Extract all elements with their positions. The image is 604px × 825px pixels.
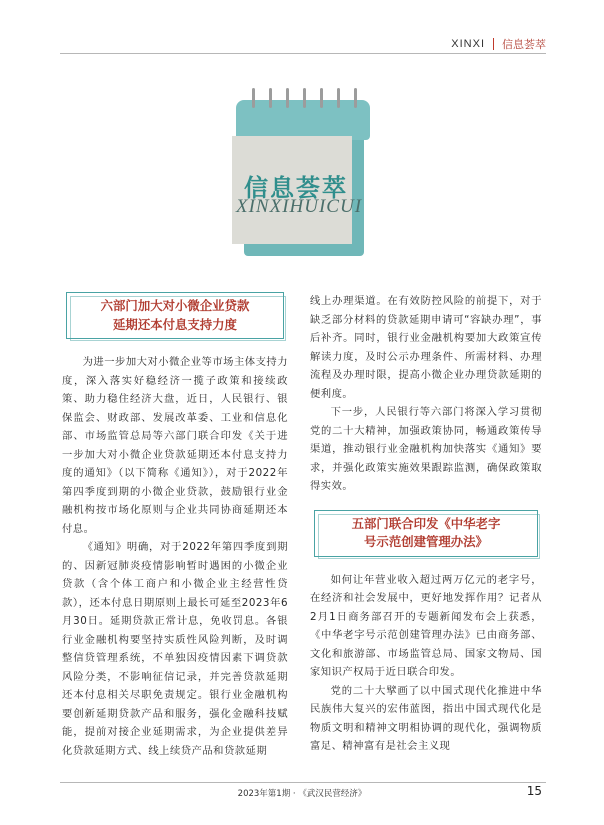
binder-ring-icon [269,88,272,108]
page-number: 15 [526,784,542,798]
article2-title-line1: 五部门联合印发《中华老字 [351,515,501,531]
binder-ring-icon [286,88,289,108]
right-column [310,292,542,756]
section-label-cn: 信息荟萃 [502,38,546,51]
banner-subtitle: XINXIHUICUI [236,196,363,217]
article1-paragraph-4: 下一步，人民银行等六部门将深入学习贯彻党的二十大精神，加强政策协同，畅通政策传导渠道，推动银行业金融机构加快落实《通知》要求，并强化政策实施效果跟踪监测，确保政策取得实效。 [310,406,542,492]
article1-paragraph-3: 线上办理渠道。在有效防控风险的前提下，对于缺乏部分材料的贷款延期申请可“容缺办理”，事后补齐。同时，银行业金融机构要加大政策宣传解读力度，及时公示办理条件、所需材料、办理流程及办理时限，提高小微企业办理贷款延期的便利度。 [310,295,542,400]
article1-title-line1: 六部门加大对小微企业贷款 [100,298,250,313]
article1-paragraph-1: 为进一步加大对小微企业等市场主体支持力度，深入落实好稳经济一揽子政策和接续政策、助力稳住经济大盘，近日，人民银行、银保监会、财政部、发展改革委、工业和信息化部、市场监管总局等六部门联合印发《关于进一步加大对小微企业贷款延期还本付息支持力度的通知》（以下简称《通知》），对于2022年第四季度到期的小微企业贷款，鼓励银行业金融机构按市场化原则与企业共同协商延期还本付息。 [62,356,288,535]
article1-title [66,292,284,339]
binder-ring-icon [320,88,323,108]
page-header [451,36,546,52]
article2-paragraph-1: 如何让年营业收入超过两万亿元的老字号，在经济和社会发展中，更好地发挥作用？记者从2月1日商务部召开的专题新闻发布会上获悉，《中华老字号示范创建管理办法》已由商务部、文化和旅游部、市场监管总局、国家文物局、国家知识产权局于近日联合印发。 [310,573,542,678]
header-rule [60,53,546,54]
left-column [62,292,288,760]
banner-title: 信息荟萃 [244,174,348,202]
binder-ring-icon [252,88,255,108]
section-label-en: XINXI [451,38,485,50]
footer-rule [60,782,546,783]
header-divider [493,38,494,50]
article2-paragraph-2: 党的二十大擘画了以中国式现代化推进中华民族伟大复兴的宏伟蓝图，指出中国式现代化是物质文明和精神文明相协调的现代化，强调物质富足、精神富有是社会主义现 [310,684,542,752]
article2-title-line2: 号示范创建管理办法》 [364,534,488,549]
article1-paragraph-2: 《通知》明确，对于2022年第四季度到期的、因新冠肺炎疫情影响暂时遇困的小微企业贷款（含个体工商户和小微企业主经营性贷款），还本付息日期原则上最长可延至2023年6月30日。延期贷款正常计息，免收罚息。各银行业金融机构要坚持实质性风险判断，及时调整信贷管理系统，不单独因疫情因素下调贷款风险分类，不影响征信记录，并完善贷款延期还本付息相关尽职免责规定。银行业金融机构要创新延期贷款产品和服务，强化金融科技赋能，提前对接企业延期需求，为企业提供差异化贷款延期方式、线上续贷产品和贷款延期 [62,541,288,757]
footer-issue: 2023年第1期 · 《武汉民营经济》 [237,789,367,799]
article2-title [314,510,538,557]
binder-rings [252,88,357,108]
section-banner [236,88,370,263]
binder-ring-icon [354,88,357,108]
binder-ring-icon [337,88,340,108]
article1-title-line2: 延期还本付息支持力度 [113,316,237,332]
binder-ring-icon [303,88,306,108]
